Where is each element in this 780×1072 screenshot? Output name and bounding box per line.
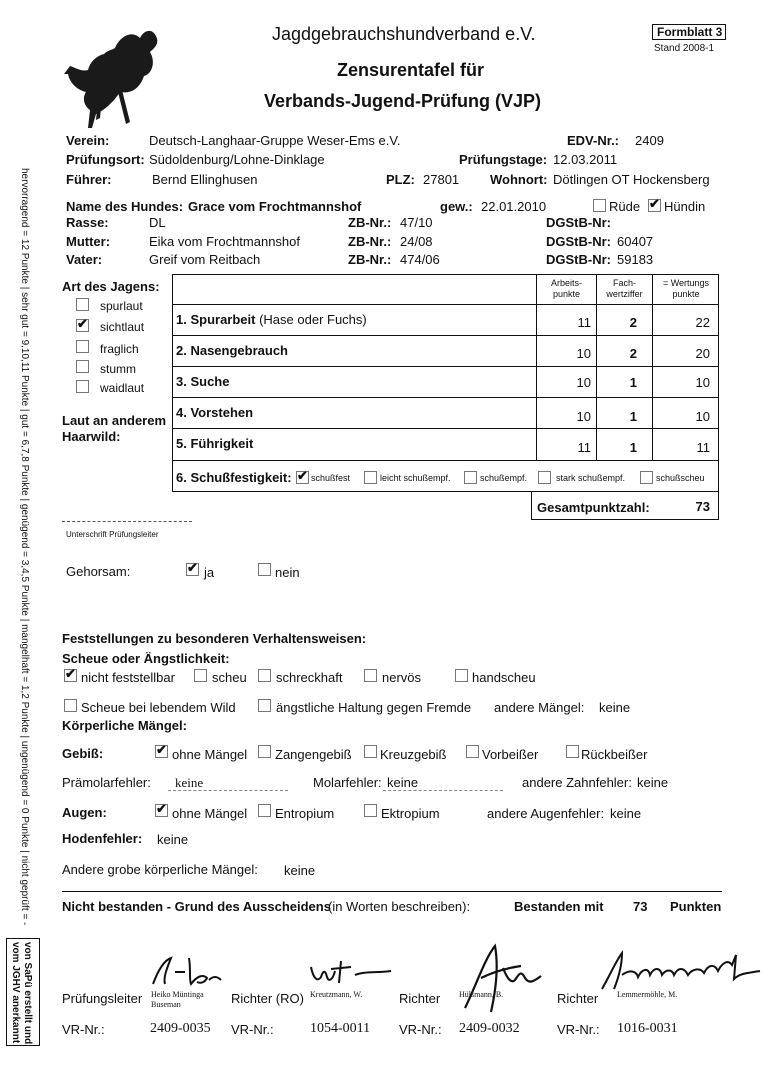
nicht-bestanden-label: Nicht bestanden - Grund des Ausscheidens: [62, 899, 331, 914]
augenfehler-value: keine: [610, 806, 642, 821]
fach-value: 1: [629, 440, 637, 455]
rasse-label: Rasse:: [66, 215, 109, 230]
fraglich-label: fraglich: [100, 342, 139, 356]
arbeit-value: 11: [577, 440, 591, 455]
handscheu-label: handscheu: [472, 670, 536, 685]
score-row: 2. Nasengebrauch: [176, 343, 288, 358]
hoden-label: Hodenfehler:: [62, 831, 143, 846]
entropium-label: Entropium: [275, 806, 335, 821]
side-box-line1: von SaPü erstellt und: [22, 942, 33, 1045]
spurlaut-checkbox[interactable]: [76, 298, 89, 311]
rueckbeisser-label: Rückbeißer: [581, 747, 648, 762]
scheu-checkbox[interactable]: [194, 669, 207, 682]
row-line-5: [172, 460, 719, 461]
vr-label-4: VR-Nr.:: [557, 1022, 600, 1037]
molar-label: Molarfehler:: [313, 775, 382, 790]
stumm-label: stumm: [100, 362, 136, 376]
ja-label: ja: [204, 565, 215, 580]
sig-role-3: Richter: [399, 991, 441, 1006]
vater-label: Vater:: [66, 252, 103, 267]
arbeit-value: 11: [577, 315, 591, 330]
col-fach-header: Fach- wertziffer: [606, 278, 643, 299]
zb3-label: ZB-Nr.:: [348, 252, 392, 267]
verein-label: Verein:: [66, 133, 110, 148]
arbeit-value: 10: [576, 409, 591, 424]
plz-value: 27801: [423, 172, 460, 187]
score-row: 4. Vorstehen: [176, 405, 254, 420]
pruefungsort-value: Südoldenburg/Lohne-Dinklage: [149, 152, 325, 167]
spurlaut-label: spurlaut: [100, 299, 143, 313]
signature-3-icon: [455, 938, 545, 1018]
scheue-wild-label: Scheue bei lebendem Wild: [81, 700, 236, 715]
huendin-label: Hündin: [664, 199, 706, 214]
nervoes-checkbox[interactable]: [364, 669, 377, 682]
side-legend: hervorragend = 12 Punkte | sehr gut = 9,10,11 Punkte | gut = 6,7,8 Punkte | genügend = 3,4,5 Punkte | mangelhaft = 1,2 Punkte | ungenügend = 0 Punkte | nicht geprüft = -: [19, 168, 30, 926]
dgstb3-value: 59183: [617, 252, 654, 267]
arbeit-value: 10: [576, 375, 591, 390]
andere-maengel-label: andere Mängel:: [494, 700, 585, 715]
pruefungstage-label: Prüfungstage:: [459, 152, 548, 167]
wohnort-label: Wohnort:: [490, 172, 548, 187]
dog-name-label: Name des Hundes:: [66, 199, 184, 214]
sichtlaut-checkbox[interactable]: [76, 319, 89, 332]
schreckhaft-label: schreckhaft: [276, 670, 343, 685]
gebiss-ohne-label: ohne Mängel: [172, 747, 248, 762]
kreuzgebiss-checkbox[interactable]: [364, 745, 377, 758]
stark-schussempf-checkbox[interactable]: [538, 471, 551, 484]
grob-label: Andere grobe körperliche Mängel:: [62, 862, 258, 877]
fach-value: 2: [629, 315, 637, 330]
waidlaut-label: waidlaut: [100, 381, 145, 395]
score-row: 3. Suche: [176, 374, 230, 389]
vorbeisser-label: Vorbeißer: [482, 747, 539, 762]
col-wert-header: = Wertungs punkte: [662, 278, 710, 299]
gew-label: gew.:: [440, 199, 473, 214]
signature-1-icon: [145, 950, 225, 990]
wert-value: 20: [695, 346, 710, 361]
laut-label: Laut an anderem: [62, 413, 167, 428]
dog-name-value: Grace vom Frochtmannshof: [188, 199, 362, 214]
row-line-3: [172, 397, 719, 398]
scheue-wild-checkbox[interactable]: [64, 699, 77, 712]
gehorsam-label: Gehorsam:: [66, 564, 131, 579]
row-line-2: [172, 366, 719, 367]
rasse-value: DL: [149, 215, 166, 230]
signature-4-icon: [592, 945, 764, 995]
wohnort-value: Dötlingen OT Hockensberg: [553, 172, 710, 187]
dgstb2-value: 60407: [617, 234, 654, 249]
plz-label: PLZ:: [386, 172, 415, 187]
dgstb1-label: DGStB-Nr:: [546, 215, 611, 230]
fuehrer-value: Bernd Ellinghusen: [152, 172, 258, 187]
molar-line: [383, 790, 503, 791]
praemolar-label: Prämolarfehler:: [62, 775, 151, 790]
leicht-schussempf-checkbox[interactable]: [364, 471, 377, 484]
fach-value: 2: [629, 346, 637, 361]
wert-value: 22: [695, 315, 710, 330]
schussscheu-checkbox[interactable]: [640, 471, 653, 484]
gebiss-ohne-checkbox[interactable]: [155, 745, 168, 758]
nein-checkbox[interactable]: [258, 563, 271, 576]
nervoes-label: nervös: [382, 670, 422, 685]
fraglich-checkbox[interactable]: [76, 340, 89, 353]
side-box-line2: vom JGHV anerkannt: [10, 942, 21, 1044]
form-label: Formblatt 3: [652, 24, 726, 40]
rueckbeisser-checkbox[interactable]: [566, 745, 579, 758]
row-line-4: [172, 428, 719, 429]
vr-value-1: 2409-0035: [150, 1021, 211, 1036]
row-line-1: [172, 335, 719, 336]
pruefungstage-value: 12.03.2011: [553, 152, 618, 167]
punkten-label: Punkten: [670, 899, 722, 914]
vorbeisser-checkbox[interactable]: [466, 745, 479, 758]
score-row: 5. Führigkeit: [176, 436, 254, 451]
zb2-value: 24/08: [400, 234, 433, 249]
wert-value: 10: [695, 375, 710, 390]
zangengebiss-checkbox[interactable]: [258, 745, 271, 758]
scheue-title: Scheue oder Ängstlichkeit:: [62, 651, 230, 666]
schussempf-label: schußempf.: [480, 473, 528, 483]
unterschrift-label: Unterschrift Prüfungsleiter: [66, 530, 159, 539]
hoden-value: keine: [157, 832, 189, 847]
kreuzgebiss-label: Kreuzgebiß: [380, 747, 447, 762]
verein-value: Deutsch-Langhaar-Gruppe Weser-Ems e.V.: [149, 133, 401, 148]
vater-value: Greif vom Reitbach: [149, 252, 261, 267]
sig-role-1: Prüfungsleiter: [62, 991, 143, 1006]
andere-maengel-value: keine: [599, 700, 631, 715]
aengstlich-checkbox[interactable]: [258, 699, 271, 712]
entropium-checkbox[interactable]: [258, 804, 271, 817]
arbeit-value: 10: [576, 346, 591, 361]
vr-value-3: 2409-0032: [459, 1021, 520, 1036]
ruede-label: Rüde: [609, 199, 641, 214]
col-arbeit-header: Arbeits- punkte: [550, 278, 582, 299]
org-name: Jagdgebrauchshundverband e.V.: [272, 24, 536, 44]
verhalten-title: Feststellungen zu besonderen Verhaltensweisen:: [62, 631, 367, 646]
schussfest-label: schußfest: [311, 473, 351, 483]
sig-role-2: Richter (RO): [231, 991, 304, 1006]
zahnfehler-label: andere Zahnfehler:: [522, 775, 632, 790]
gesamt-label: Gesamtpunktzahl:: [537, 500, 650, 515]
signature-2-icon: [305, 955, 395, 990]
vr-value-2: 1054-0011: [310, 1021, 371, 1036]
huendin-checkbox[interactable]: [648, 199, 661, 212]
wert-value: 11: [696, 440, 710, 455]
scheu-label: scheu: [212, 670, 247, 685]
dog-logo-icon: [60, 18, 165, 128]
schuss-label: 6. Schußfestigkeit:: [176, 470, 292, 485]
sig-name-3: Hülsmann, B.: [459, 990, 504, 999]
fuehrer-label: Führer:: [66, 172, 112, 187]
augen-ohne-label: ohne Mängel: [172, 806, 248, 821]
score-row: 1. Spurarbeit (Hase oder Fuchs): [176, 312, 367, 327]
form-stand: Stand 2008-1: [654, 43, 715, 54]
sichtlaut-label: sichtlaut: [100, 320, 145, 334]
jagen-title: Art des Jagens:: [62, 279, 160, 294]
vr-label-3: VR-Nr.:: [399, 1022, 442, 1037]
page-title: Zensurentafel für: [337, 60, 485, 80]
praemolar-value: keine: [175, 775, 204, 790]
fach-value: 1: [629, 409, 637, 424]
col-line-1: [536, 274, 537, 460]
sig-role-4: Richter: [557, 991, 599, 1006]
edv-value: 2409: [635, 133, 664, 148]
ruede-checkbox[interactable]: [593, 199, 606, 212]
page-subtitle: Verbands-Jugend-Prüfung (VJP): [264, 91, 542, 111]
gesamt-value: 73: [695, 499, 710, 514]
leicht-schussempf-label: leicht schußempf.: [380, 473, 451, 483]
col-line-2: [596, 274, 597, 460]
edv-label: EDV-Nr.:: [567, 133, 620, 148]
gebiss-label: Gebiß:: [62, 746, 104, 761]
schussfest-checkbox[interactable]: [296, 471, 309, 484]
result-line: [62, 891, 722, 892]
schussscheu-label: schußscheu: [656, 473, 705, 483]
stark-schussempf-label: stark schußempf.: [556, 473, 626, 483]
vr-label-1: VR-Nr.:: [62, 1022, 105, 1037]
ektropium-checkbox[interactable]: [364, 804, 377, 817]
zangengebiss-label: Zangengebiß: [275, 747, 352, 762]
gew-value: 22.01.2010: [481, 199, 547, 214]
row-line-0: [172, 304, 719, 305]
augen-label: Augen:: [62, 805, 107, 820]
zb1-value: 47/10: [400, 215, 433, 230]
pruefungsort-label: Prüfungsort:: [66, 152, 145, 167]
stumm-checkbox[interactable]: [76, 360, 89, 373]
molar-value: keine: [387, 775, 419, 790]
mutter-label: Mutter:: [66, 234, 111, 249]
sig-name-4: Lemmermöhle, M.: [617, 990, 678, 999]
praemolar-line: [168, 790, 288, 791]
zahnfehler-value: keine: [637, 775, 669, 790]
sig-name-1: Heiko Müntinga: [151, 990, 204, 999]
grob-value: keine: [284, 863, 316, 878]
aengstlich-label: ängstliche Haltung gegen Fremde: [276, 700, 472, 715]
zb2-label: ZB-Nr.:: [348, 234, 392, 249]
nicht-feststellbar-checkbox[interactable]: [64, 669, 77, 682]
nicht-bestanden-hint: (in Worten beschreiben):: [328, 899, 471, 914]
schreckhaft-checkbox[interactable]: [258, 669, 271, 682]
nein-label: nein: [275, 565, 300, 580]
waidlaut-checkbox[interactable]: [76, 380, 89, 393]
zb1-label: ZB-Nr.:: [348, 215, 392, 230]
wert-value: 10: [695, 409, 710, 424]
schussempf-checkbox[interactable]: [464, 471, 477, 484]
ja-checkbox[interactable]: [186, 563, 199, 576]
sig-name2-1: Buseman: [151, 1000, 181, 1009]
vr-label-2: VR-Nr.:: [231, 1022, 274, 1037]
koerper-title: Körperliche Mängel:: [62, 718, 187, 733]
sig-name-2: Kreutzmann, W.: [310, 990, 363, 999]
augen-ohne-checkbox[interactable]: [155, 804, 168, 817]
ektropium-label: Ektropium: [381, 806, 440, 821]
col-line-3: [652, 274, 653, 460]
handscheu-checkbox[interactable]: [455, 669, 468, 682]
fach-value: 1: [629, 375, 637, 390]
nicht-feststellbar-label: nicht feststellbar: [81, 670, 175, 685]
dgstb2-label: DGStB-Nr:: [546, 234, 611, 249]
mutter-value: Eika vom Frochtmannshof: [149, 234, 301, 249]
bestanden-label: Bestanden mit: [514, 899, 604, 914]
signature-line: [62, 521, 192, 522]
zb3-value: 474/06: [400, 252, 440, 267]
bestanden-value: 73: [633, 899, 648, 914]
dgstb3-label: DGStB-Nr:: [546, 252, 611, 267]
augenfehler-label: andere Augenfehler:: [487, 806, 605, 821]
vr-value-4: 1016-0031: [617, 1021, 678, 1036]
haarwild-label: Haarwild:: [62, 429, 121, 444]
